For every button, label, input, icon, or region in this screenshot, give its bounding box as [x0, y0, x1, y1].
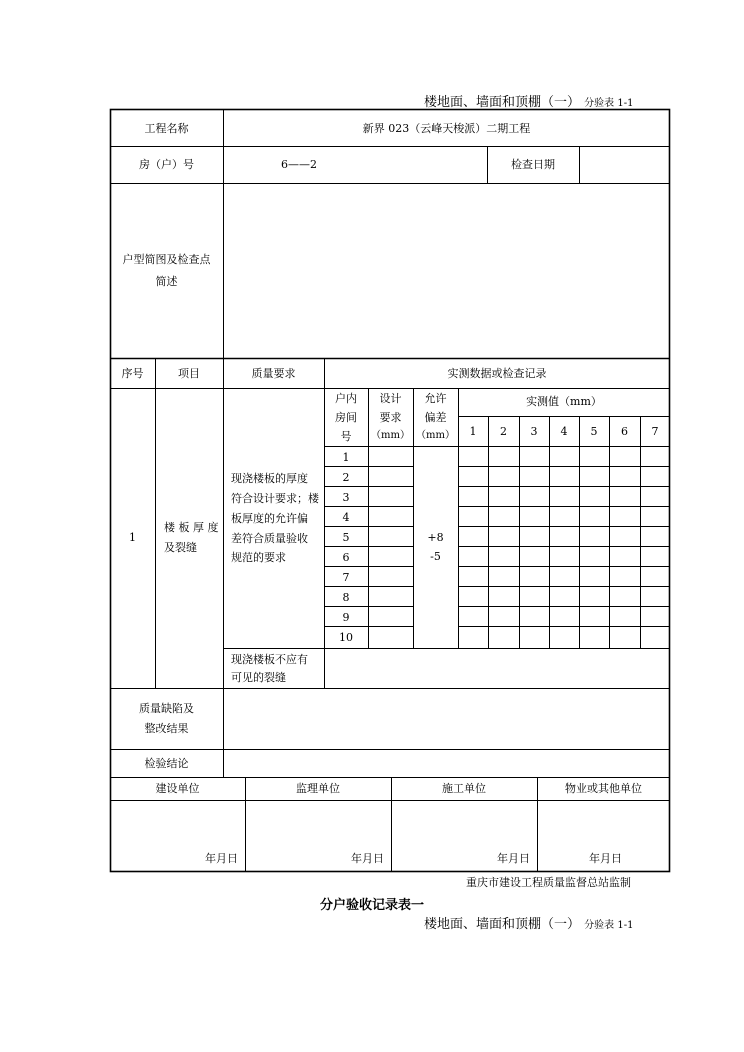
- measure-col-3: 3: [530, 425, 538, 438]
- signature-unit-construction: 建设单位: [155, 782, 200, 795]
- requirement-1-line5: 规范的要求: [231, 551, 286, 564]
- header-seq: 序号: [121, 367, 144, 380]
- project-name-label: 工程名称: [144, 122, 189, 135]
- check-date-label: 检查日期: [511, 158, 555, 171]
- requirement-1-line3: 板厚度的允许偏: [231, 512, 308, 525]
- requirement-1-line4: 差符合质量验收: [231, 532, 308, 545]
- room-col-line1: 户内: [335, 392, 357, 405]
- requirement-2-line2: 可见的裂缝: [231, 671, 286, 684]
- row-item-line2: 及裂缝: [164, 541, 197, 554]
- tolerance-col-line2: 偏差: [424, 411, 447, 424]
- room-number-cell: 3: [342, 491, 350, 504]
- room-number-cell: 9: [342, 611, 350, 624]
- room-col-line2: 房间: [335, 411, 357, 424]
- tolerance-plus: +8: [427, 531, 444, 544]
- measure-col-1: 1: [469, 425, 477, 438]
- room-number-cell: 10: [339, 631, 353, 644]
- floorplan-label-line1: 户型简图及检查点: [122, 253, 211, 266]
- room-number-cell: 8: [342, 591, 350, 604]
- room-number-cell: 6: [342, 551, 350, 564]
- header-quality-req: 质量要求: [251, 367, 296, 380]
- conclusion-label: 检验结论: [144, 757, 189, 770]
- measure-col-7: 7: [651, 425, 659, 438]
- header-measured: 实测数据或检查记录: [447, 367, 547, 380]
- room-number-value: 6——2: [281, 158, 317, 171]
- room-number-label: 房（户）号: [139, 158, 194, 171]
- measured-values-header: 实测值（mm）: [526, 395, 602, 408]
- header-code: 分验表 1-1: [584, 98, 634, 109]
- signature-date: 年月日: [497, 852, 530, 865]
- signature-unit-supervision: 监理单位: [296, 782, 340, 795]
- room-number-cell: 2: [342, 471, 350, 484]
- footer-code: 分验表 1-1: [584, 920, 634, 931]
- footer-title: 楼地面、墙面和顶棚（一）: [424, 917, 581, 932]
- record-title: 分户验收记录表一: [320, 898, 425, 913]
- measure-col-4: 4: [560, 425, 568, 438]
- tolerance-minus: -5: [430, 550, 441, 563]
- signature-unit-contractor: 施工单位: [442, 782, 486, 795]
- measure-col-5: 5: [590, 425, 598, 438]
- tolerance-col-line1: 允许: [424, 392, 447, 405]
- header-item: 项目: [178, 367, 200, 380]
- project-name-value: 新界 023（云峰天梭派）二期工程: [362, 122, 531, 135]
- room-number-cell: 4: [342, 511, 350, 524]
- room-number-cell: 5: [342, 531, 350, 544]
- design-col-line3: （mm）: [371, 430, 410, 441]
- requirement-1-line1: 现浇楼板的厚度: [231, 472, 308, 485]
- row-seq: 1: [129, 531, 136, 544]
- page-header: [424, 91, 633, 110]
- supervisor-note: 重庆市建设工程质量监督总站监制: [466, 876, 631, 889]
- defects-label-line2: 整改结果: [144, 722, 189, 735]
- signature-date: 年月日: [205, 852, 238, 865]
- footer-header: [424, 913, 633, 932]
- row-item-line1: 楼 板 厚 度: [164, 521, 219, 534]
- measure-col-6: 6: [621, 425, 628, 438]
- design-col-line2: 要求: [379, 411, 402, 424]
- signature-unit-property: 物业或其他单位: [565, 782, 642, 795]
- measure-col-2: 2: [500, 425, 507, 438]
- header-title: 楼地面、墙面和顶棚（一）: [424, 95, 581, 110]
- floorplan-label-line2: 简述: [155, 275, 178, 288]
- room-col-line3: 号: [340, 430, 352, 443]
- requirement-1-line2: 符合设计要求；楼: [231, 492, 319, 505]
- design-col-line1: 设计: [379, 392, 402, 405]
- signature-date: 年月日: [589, 852, 622, 865]
- tolerance-col-line3: （mm）: [416, 430, 455, 441]
- signature-date: 年月日: [351, 852, 384, 865]
- defects-label-line1: 质量缺陷及: [139, 702, 194, 715]
- room-number-cell: 7: [342, 571, 350, 584]
- requirement-2-line1: 现浇楼板不应有: [231, 653, 308, 666]
- room-number-cell: 1: [342, 451, 350, 464]
